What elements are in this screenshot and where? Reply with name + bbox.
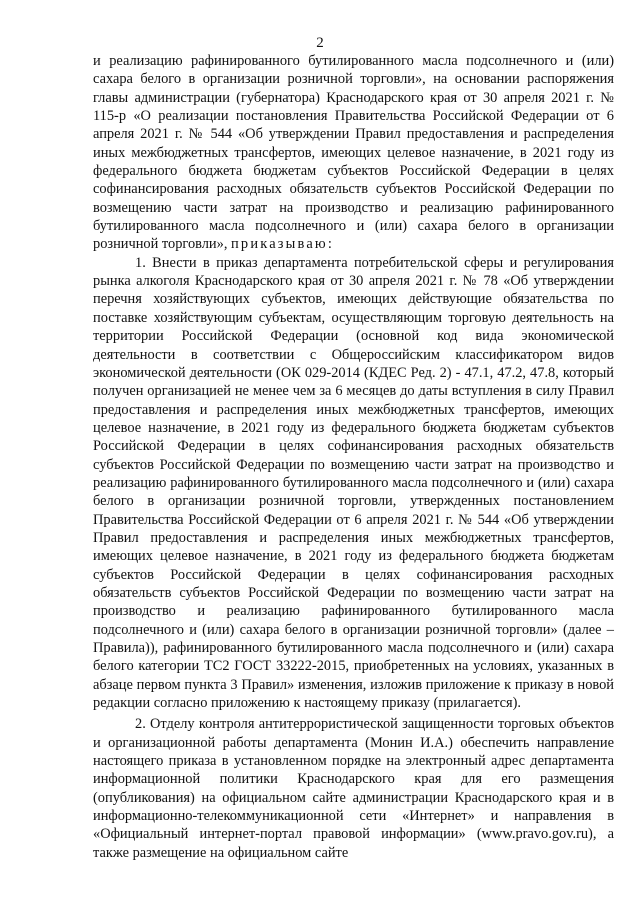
- paragraph-preamble: [93, 52, 614, 254]
- document-body: [93, 52, 614, 862]
- preamble-text: и реализацию рафинированного бутилированного масла подсолнечного и (или) сахара белого в организации розничной торговли», на основании распоряжения главы администрации (губернатора) Краснодарского края от 30 апреля 2021 г. № 115-р «О реализации постановления Правительства Российской Федерации от 6 апреля 2021 г. № 544 «Об утверждении Правил предоставления и распределения иных межбюджетных трансфертов, имеющих целевое назначение, в 2021 году из федерального бюджета бюджетам субъектов Российской Федерации в целях софинансирования расходных обязательств субъектов Российской Федерации по возмещению части затрат на производство и реализацию рафинированного бутилированного масла подсолнечного и (или) сахара белого в организации розничной торговли»,: [93, 53, 614, 253]
- paragraph-item-2: 2. Отделу контроля антитеррористической защищенности торговых объектов и организационной работы департамента (Монин И.А.) обеспечить направление настоящего приказа в установленном порядке на электронный адрес департамента информационной политики Краснодарского края для его размещения (опубликования) на официальном сайте администрации Краснодарского края и в информационно-телекоммуникационной сети «Интернет» и направления в «Официальный интернет-портал правовой информации» (www.pravo.gov.ru), а также размещение на официальном сайте: [93, 716, 614, 861]
- order-word: приказываю:: [231, 236, 335, 253]
- paragraph-item-1: 1. Внести в приказ департамента потребительской сферы и регулирования рынка алкоголя Краснодарского края от 30 апреля 2021 г. № 78 «Об утверждении перечня хозяйствующих субъектов, имеющих действующие обязательства по поставке хозяйствующим субъектам, осуществляющим торговую деятельность на территории Российской Федерации (основной код вида экономической деятельности в соответствии с Общероссийским классификатором видов экономической деятельности (ОК 029-2014 (КДЕС Ред. 2) - 47.1, 47.2, 47.8, который получен организацией не менее чем за 6 месяцев до даты вступления в силу Правил предоставления и распределения иных межбюджетных трансфертов, имеющих целевое назначение, в 2021 году из федерального бюджета бюджетам субъектов Российской Федерации в целях софинансирования расходных обязательств субъектов Российской Федерации по возмещению части затрат на производство и реализацию рафинированного бутилированного масла подсолнечного и (или) сахара белого в организации розничной торговли, утвержденных постановлением Правительства Российской Федерации от 6 апреля 2021 г. № 544 «Об утверждении Правил предоставления и распределения иных межбюджетных трансфертов, имеющих целевое назначение, в 2021 году из федерального бюджета бюджетам субъектов Российской Федерации в целях софинансирования расходных обязательств субъектов Российской Федерации по возмещению части затрат на производство и реализацию рафинированного бутилированного масла подсолнечного и (или) сахара белого в организации розничной торговли» (далее – Правила)), рафинированного бутилированного масла подсолнечного и (или) сахара белого категории ТС2 ГОСТ 33222-2015, приобретенных на условиях, указанных в абзаце первом пункта 3 Правил» изменения, изложив приложение к приказу в новой редакции согласно приложению к настоящему приказу (прилагается).: [93, 254, 614, 712]
- page-number: 2: [316, 35, 324, 51]
